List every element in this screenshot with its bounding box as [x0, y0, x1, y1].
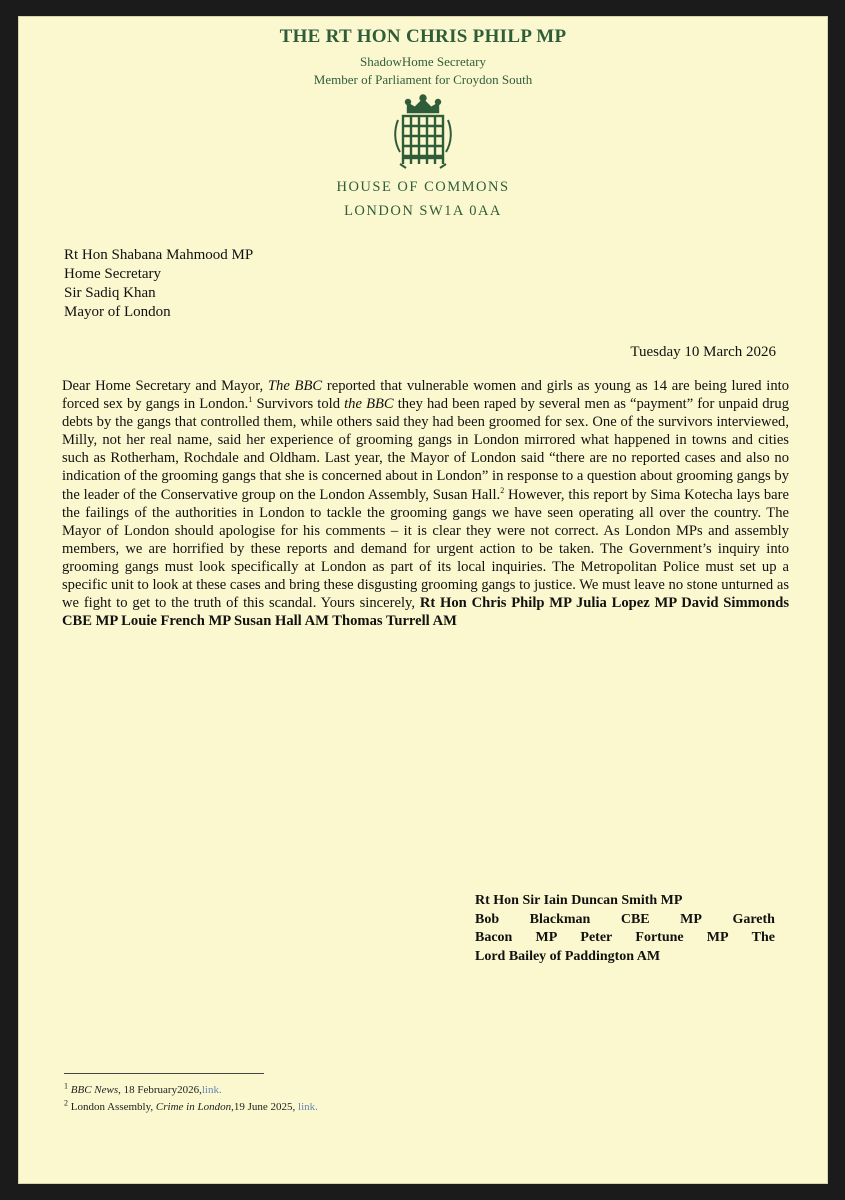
signatories-block [475, 892, 775, 966]
letter-page [18, 16, 828, 1184]
letterhead-house: HOUSE OF COMMONS [336, 179, 510, 195]
footnote-ref: 2 [500, 485, 505, 495]
letterhead-role: ShadowHome Secretary [360, 54, 486, 69]
body-text: However, this report by Sima Kotecha lays bare the failings of the authorities in London to tackle the grooming gangs we have seen operating all over the country. The Mayor of London should apologise for his comments – it is clear they were not correct. As London MPs and assembly members, we are horrified by these reports and demand for urgent action to be taken. The Government’s inquiry into grooming gangs must look specifically at London as part of its local inquiries. The Metropolitan Police must set up a specific unit to look at these cases and bring these disgusting grooming gangs to justice. We must leave no stone unturned as we fight to get to the truth of this scandal. Yours sincerely, [62, 486, 789, 612]
footnote-text: ,19 June 2025, [231, 1101, 299, 1113]
signatory-word: Gareth [732, 911, 775, 927]
signatory-word: Blackman [529, 911, 591, 927]
letter-date: Tuesday 10 March 2026 [630, 344, 776, 360]
footnote-number: 1 [64, 1081, 68, 1091]
footnote-2 [64, 1099, 318, 1116]
addressee-line: Mayor of London [64, 304, 171, 320]
footnote-text: , 18 February2026, [118, 1084, 202, 1096]
signatory-word: MP [706, 930, 729, 945]
body-italic: the BBC [344, 396, 394, 413]
letterhead-constituency: Member of Parliament for Croydon South [313, 72, 533, 87]
addressee-block [64, 246, 253, 322]
body-text: Dear Home Secretary and Mayor, [62, 378, 268, 394]
footnote-ref: 1 [248, 395, 253, 405]
signatories-inline: Rt Hon Chris Philp MP Julia Lopez MP David Simmonds CBE MP Louie French MP Susan Hall AM Thomas Turrell AM [62, 595, 789, 630]
signatory-word: Peter [580, 930, 613, 945]
addressee-line: Home Secretary [64, 266, 162, 282]
body-text: they had been raped by several men as “payment” for unpaid drug debts by the gangs that controlled them, while others said they had been groomed for sex. One of the survivors interviewed, Milly, not her real name, said her experience of grooming gangs in London mirrored what happened in towns and cities such as Rotherham, Rochdale and Oldham. Last year, the Mayor of London said “there are no reported cases and also no indication of the grooming gangs that she is concerned about in London” in response to a question about grooming gangs by the leader of the Conservative group on the London Assembly, Susan Hall. [62, 396, 790, 503]
letterhead-name: THE RT HON CHRIS PHILP MP [279, 26, 567, 47]
footnote-link[interactable]: link. [298, 1101, 318, 1113]
signatory-word: MP [680, 911, 702, 927]
letter-body [62, 377, 789, 630]
addressee-line: Sir Sadiq Khan [64, 285, 156, 301]
footnote-title: Crime in London [155, 1101, 232, 1113]
body-text: reported that vulnerable women and girls as young as 14 are being lured into forced sex by gangs in London. [62, 378, 789, 413]
signatory-word: MP [535, 930, 558, 945]
body-italic: The BBC [267, 378, 323, 394]
body-text: Survivors told [252, 396, 345, 413]
footnote-divider [64, 1073, 264, 1074]
signatory-word: The [751, 930, 775, 945]
signatory-line [475, 911, 775, 930]
addressee-line: Rt Hon Shabana Mahmood MP [64, 247, 254, 263]
footnotes [64, 1082, 318, 1116]
footnote-1 [64, 1082, 318, 1099]
signatory-line: Rt Hon Sir Iain Duncan Smith MP [475, 893, 683, 908]
footnote-text: London Assembly, [68, 1101, 156, 1113]
portcullis-icon [390, 94, 456, 170]
signatory-line [475, 929, 775, 948]
signatory-word: Fortune [635, 930, 684, 945]
signatory-word: Bob [475, 911, 500, 927]
signatory-word: CBE [620, 911, 650, 927]
footnote-link[interactable]: link. [201, 1084, 222, 1096]
footnote-source: BBC News [70, 1084, 119, 1096]
letterhead-address: LONDON SW1A 0AA [344, 203, 502, 219]
signatory-word: Bacon [475, 930, 513, 945]
footnote-number: 2 [64, 1098, 68, 1108]
signatory-line: Lord Bailey of Paddington AM [475, 948, 661, 964]
